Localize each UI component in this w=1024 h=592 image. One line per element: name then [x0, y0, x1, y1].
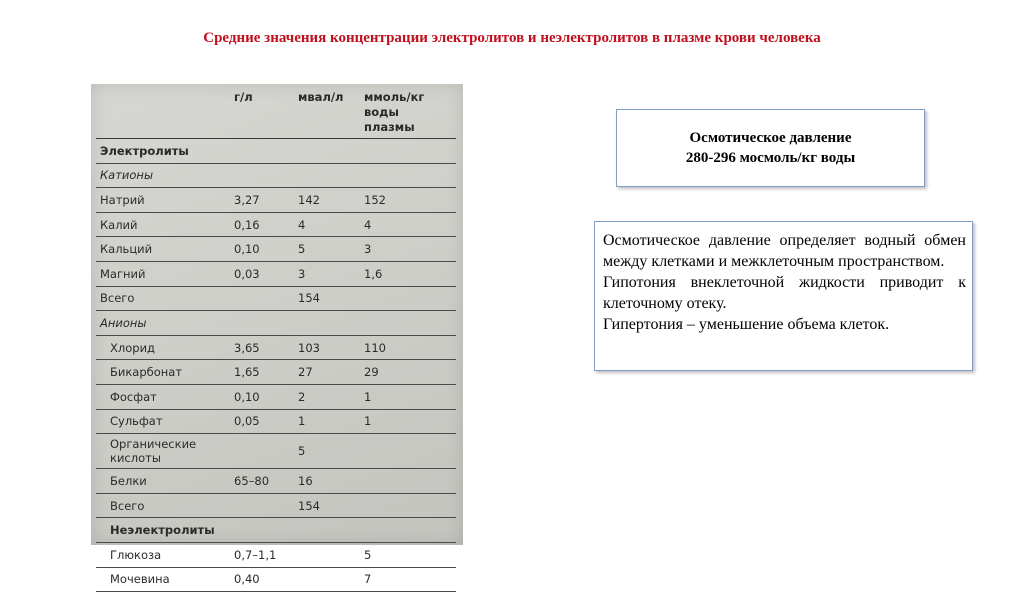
- header-name: [96, 88, 230, 139]
- table-row: [96, 237, 456, 262]
- cell-g-per-l: [230, 286, 294, 311]
- cell-mmol-per-kg: [360, 493, 456, 518]
- cell-g-per-l: [230, 163, 294, 188]
- cell-g-per-l: 0,10: [230, 237, 294, 262]
- cell-g-per-l: [230, 311, 294, 336]
- cell-name: Сульфат: [96, 409, 230, 434]
- cell-mmol-per-kg: 1,6: [360, 261, 456, 286]
- table-row: [96, 286, 456, 311]
- cell-name: Электролиты: [96, 139, 230, 164]
- explanation-box: [594, 221, 973, 371]
- osmotic-pressure-box: [616, 109, 925, 187]
- header-mval-per-l: мвал/л: [294, 88, 360, 139]
- cell-name: Натрий: [96, 188, 230, 213]
- cell-mval-per-l: 3: [294, 261, 360, 286]
- explanation-paragraph: Осмотическое давление определяет водный обмен между клетками и межклеточным пространством.: [603, 232, 966, 270]
- cell-mmol-per-kg: [360, 434, 456, 469]
- cell-mval-per-l: 4: [294, 212, 360, 237]
- cell-mmol-per-kg: 4: [360, 212, 456, 237]
- table-row: [96, 384, 456, 409]
- cell-mval-per-l: 154: [294, 286, 360, 311]
- cell-g-per-l: 0,03: [230, 261, 294, 286]
- table-photo: [91, 84, 463, 587]
- cell-mval-per-l: [294, 311, 360, 336]
- cell-name: Неэлектролиты: [96, 518, 230, 543]
- slide-title: Средние значения концентрации электролитов и неэлектролитов в плазме крови человека: [203, 30, 821, 46]
- explanation-paragraph: Гипотония внеклеточной жидкости приводит к клеточному отеку.: [603, 274, 966, 312]
- cell-mmol-per-kg: [360, 163, 456, 188]
- cell-mval-per-l: [294, 567, 360, 592]
- cell-mval-per-l: 154: [294, 493, 360, 518]
- header-g-per-l: г/л: [230, 88, 294, 139]
- cell-mmol-per-kg: [360, 311, 456, 336]
- table-row: [96, 261, 456, 286]
- cell-mmol-per-kg: [360, 139, 456, 164]
- cell-mval-per-l: 5: [294, 237, 360, 262]
- cell-mval-per-l: 103: [294, 335, 360, 360]
- cell-name: Калий: [96, 212, 230, 237]
- cell-mval-per-l: [294, 542, 360, 567]
- cell-mval-per-l: [294, 518, 360, 543]
- table-row: [96, 434, 456, 469]
- table-row: [96, 335, 456, 360]
- table-subsection-row: [96, 163, 456, 188]
- cell-mval-per-l: 142: [294, 188, 360, 213]
- cell-mmol-per-kg: 29: [360, 360, 456, 385]
- electrolytes-table: [96, 88, 456, 592]
- table-row: [96, 212, 456, 237]
- cell-mval-per-l: 1: [294, 409, 360, 434]
- osmotic-pressure-label: Осмотическое давление: [689, 130, 852, 146]
- table-body: [96, 139, 456, 592]
- cell-g-per-l: 0,16: [230, 212, 294, 237]
- cell-name: Фосфат: [96, 384, 230, 409]
- cell-name: Всего: [96, 286, 230, 311]
- cell-name: Белки: [96, 469, 230, 494]
- cell-name: Катионы: [96, 163, 230, 188]
- cell-g-per-l: 65–80: [230, 469, 294, 494]
- cell-mval-per-l: 2: [294, 384, 360, 409]
- explanation-paragraph: Гипертония – уменьшение объема клеток.: [603, 316, 890, 333]
- cell-g-per-l: 3,27: [230, 188, 294, 213]
- osmotic-pressure-value: 280-296 мосмоль/кг воды: [685, 150, 856, 166]
- cell-g-per-l: 0,7–1,1: [230, 542, 294, 567]
- table-row: [96, 469, 456, 494]
- cell-g-per-l: 0,05: [230, 409, 294, 434]
- cell-name: Анионы: [96, 311, 230, 336]
- table-row: [96, 409, 456, 434]
- cell-g-per-l: 3,65: [230, 335, 294, 360]
- cell-mmol-per-kg: 7: [360, 567, 456, 592]
- cell-mmol-per-kg: 3: [360, 237, 456, 262]
- cell-mmol-per-kg: 152: [360, 188, 456, 213]
- cell-mmol-per-kg: 110: [360, 335, 456, 360]
- cell-g-per-l: [230, 434, 294, 469]
- cell-mval-per-l: 27: [294, 360, 360, 385]
- cell-name: Глюкоза: [96, 542, 230, 567]
- cell-name: Магний: [96, 261, 230, 286]
- cell-name: Всего: [96, 493, 230, 518]
- cell-mval-per-l: [294, 163, 360, 188]
- table-section-row: [96, 139, 456, 164]
- table-subsection-row: [96, 311, 456, 336]
- cell-name: Бикарбонат: [96, 360, 230, 385]
- cell-g-per-l: 1,65: [230, 360, 294, 385]
- cell-name: Органические кислоты: [96, 434, 230, 469]
- cell-g-per-l: [230, 518, 294, 543]
- table-header-row: [96, 88, 456, 139]
- cell-mmol-per-kg: [360, 469, 456, 494]
- cell-mval-per-l: 16: [294, 469, 360, 494]
- cell-mval-per-l: [294, 139, 360, 164]
- table-row: [96, 360, 456, 385]
- cell-g-per-l: 0,10: [230, 384, 294, 409]
- cell-name: Мочевина: [96, 567, 230, 592]
- cell-name: Кальций: [96, 237, 230, 262]
- cell-mmol-per-kg: 1: [360, 384, 456, 409]
- table-row: [96, 188, 456, 213]
- table-section-row: [96, 518, 456, 543]
- table-row: [96, 542, 456, 567]
- cell-mmol-per-kg: [360, 518, 456, 543]
- cell-mmol-per-kg: [360, 286, 456, 311]
- cell-mmol-per-kg: 1: [360, 409, 456, 434]
- cell-mmol-per-kg: 5: [360, 542, 456, 567]
- cell-mval-per-l: 5: [294, 434, 360, 469]
- cell-name: Хлорид: [96, 335, 230, 360]
- cell-g-per-l: [230, 139, 294, 164]
- table-row: [96, 567, 456, 592]
- cell-g-per-l: 0,40: [230, 567, 294, 592]
- table-row: [96, 493, 456, 518]
- header-mmol-per-kg: ммоль/кг воды плазмы: [360, 88, 456, 139]
- cell-g-per-l: [230, 493, 294, 518]
